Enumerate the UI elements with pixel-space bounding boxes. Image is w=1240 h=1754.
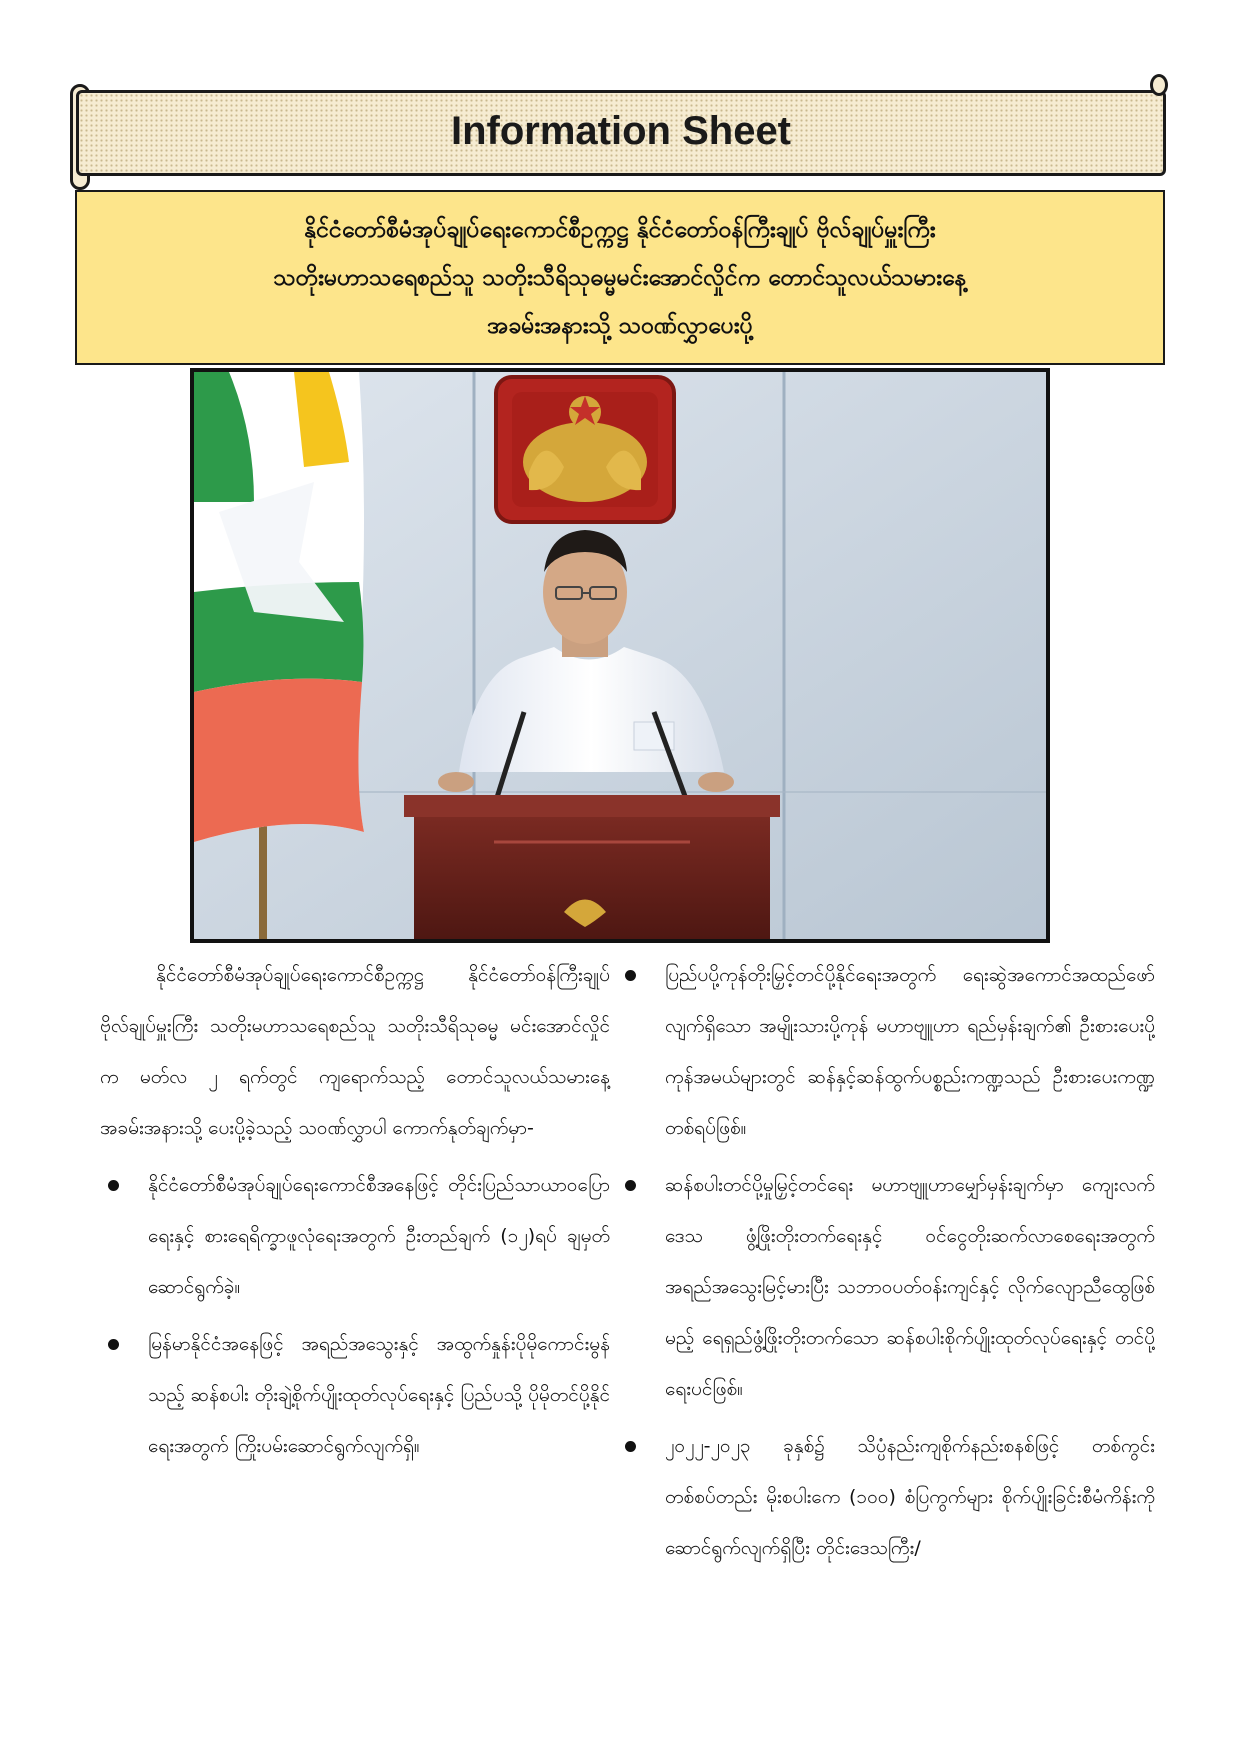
bullet-icon: [625, 1180, 636, 1191]
headline-line-3: အခမ်းအနားသို့ သဝဏ်လွှာပေးပို့: [487, 312, 753, 339]
banner-title: Information Sheet: [450, 109, 792, 153]
list-item: [100, 1319, 610, 1472]
bullet-text: နိုင်ငံတော်စီမံအုပ်ချုပ်ရေးကောင်စီအနေဖြင့် တိုင်းပြည်သာယာဝပြောရေးနှင့် စားရေရိက္ခာဖူလုံရေးအတွက် ဦးတည်ချက် (၁၂)ရပ် ချမှတ်ဆောင်ရွက်ခဲ့။: [148, 1174, 610, 1298]
left-column: [100, 950, 610, 1472]
information-sheet-banner: [76, 90, 1166, 176]
right-column: [625, 950, 1155, 1574]
list-item: [625, 1160, 1155, 1415]
speaker-photo: [190, 368, 1050, 943]
myanmar-flag: [194, 372, 364, 842]
bullet-icon: [108, 1180, 119, 1191]
bullet-icon: [108, 1339, 119, 1350]
bullet-icon: [625, 970, 636, 981]
photo-illustration: [194, 372, 1046, 939]
bullet-icon: [625, 1441, 636, 1452]
podium: [404, 795, 780, 939]
list-item: [100, 1160, 610, 1313]
headline-line-1: နိုင်ငံတော်စီမံအုပ်ချုပ်ရေးကောင်စီဥက္ကဋ္ဌ နိုင်ငံတော်ဝန်ကြီးချုပ် ဗိုလ်ချုပ်မှူးကြီး: [304, 216, 936, 243]
list-item: [625, 1421, 1155, 1574]
state-emblem: [496, 377, 674, 522]
bullet-text: မြန်မာနိုင်ငံအနေဖြင့် အရည်အသွေးနှင့် အထွက်နှုန်းပိုမိုကောင်းမွန်သည့် ဆန်စပါး တိုးချဲ့စိုက်ပျိုးထုတ်လုပ်ရေးနှင့် ပြည်ပသို့ ပိုမိုတင်ပို့နိုင်ရေးအတွက် ကြိုးပမ်းဆောင်ရွက်လျက်ရှိ။: [148, 1333, 610, 1457]
headline-line-2: သတိုးမဟာသရေစည်သူ သတိုးသီရိသုဓမ္မမင်းအောင်လှိုင်က တောင်သူလယ်သမားနေ့: [273, 264, 967, 291]
list-item: [625, 950, 1155, 1154]
bullet-text: ပြည်ပပို့ကုန်တိုးမြှင့်တင်ပို့နိုင်ရေးအတွက် ရေးဆွဲအကောင်အထည်ဖော်လျက်ရှိသော အမျိုးသားပို့ကုန် မဟာဗျူဟာ ရည်မှန်းချက်၏ ဦးစားပေးပို့ကုန်အမယ်များတွင် ဆန်နှင့်ဆန်ထွက်ပစ္စည်းကဏ္ဍသည် ဦးစားပေးကဏ္ဍတစ်ရပ်ဖြစ်။: [665, 964, 1155, 1139]
bullet-text: ၂၀၂၂-၂၀၂၃ ခုနှစ်၌ သိပ္ပံနည်းကျစိုက်နည်းစနစ်ဖြင့် တစ်ကွင်းတစ်စပ်တည်း မိုးစပါးကေ (၁၀၀) စံပြကွက်များ စိုက်ပျိုးခြင်းစီမံကိန်းကို ဆောင်ရွက်လျက်ရှိပြီး တိုင်းဒေသကြီး/: [665, 1435, 1155, 1559]
headline-box: [75, 190, 1165, 365]
banner-scroll-right-curl: [1150, 74, 1168, 96]
intro-paragraph: နိုင်ငံတော်စီမံအုပ်ချုပ်ရေးကောင်စီဥက္ကဋ္ဌ နိုင်ငံတော်ဝန်ကြီးချုပ် ဗိုလ်ချုပ်မှူးကြီး သတိုးမဟာသရေစည်သူ သတိုးသီရိသုဓမ္မ မင်းအောင်လှိုင်က မတ်လ ၂ ရက်တွင် ကျရောက်သည့် တောင်သူလယ်သမားနေ့အခမ်းအနားသို့ ပေးပို့ခဲ့သည့် သဝဏ်လွှာပါ ကောက်နုတ်ချက်မှာ-: [100, 964, 610, 1139]
bullet-text: ဆန်စပါးတင်ပို့မှုမြှင့်တင်ရေး မဟာဗျူဟာမျှော်မှန်းချက်မှာ ကျေးလက်ဒေသ ဖွံ့ဖြိုးတိုးတက်ရေးနှင့် ဝင်ငွေတိုးဆက်လာစေရေးအတွက် အရည်အသွေးမြင့်မားပြီး သဘာဝပတ်ဝန်းကျင်နှင့် လိုက်လျောညီထွေဖြစ်မည့် ရေရှည်ဖွံ့ဖြိုးတိုးတက်သော ဆန်စပါးစိုက်ပျိုးထုတ်လုပ်ရေးနှင့် တင်ပို့ရေးပင်ဖြစ်။: [665, 1174, 1155, 1400]
